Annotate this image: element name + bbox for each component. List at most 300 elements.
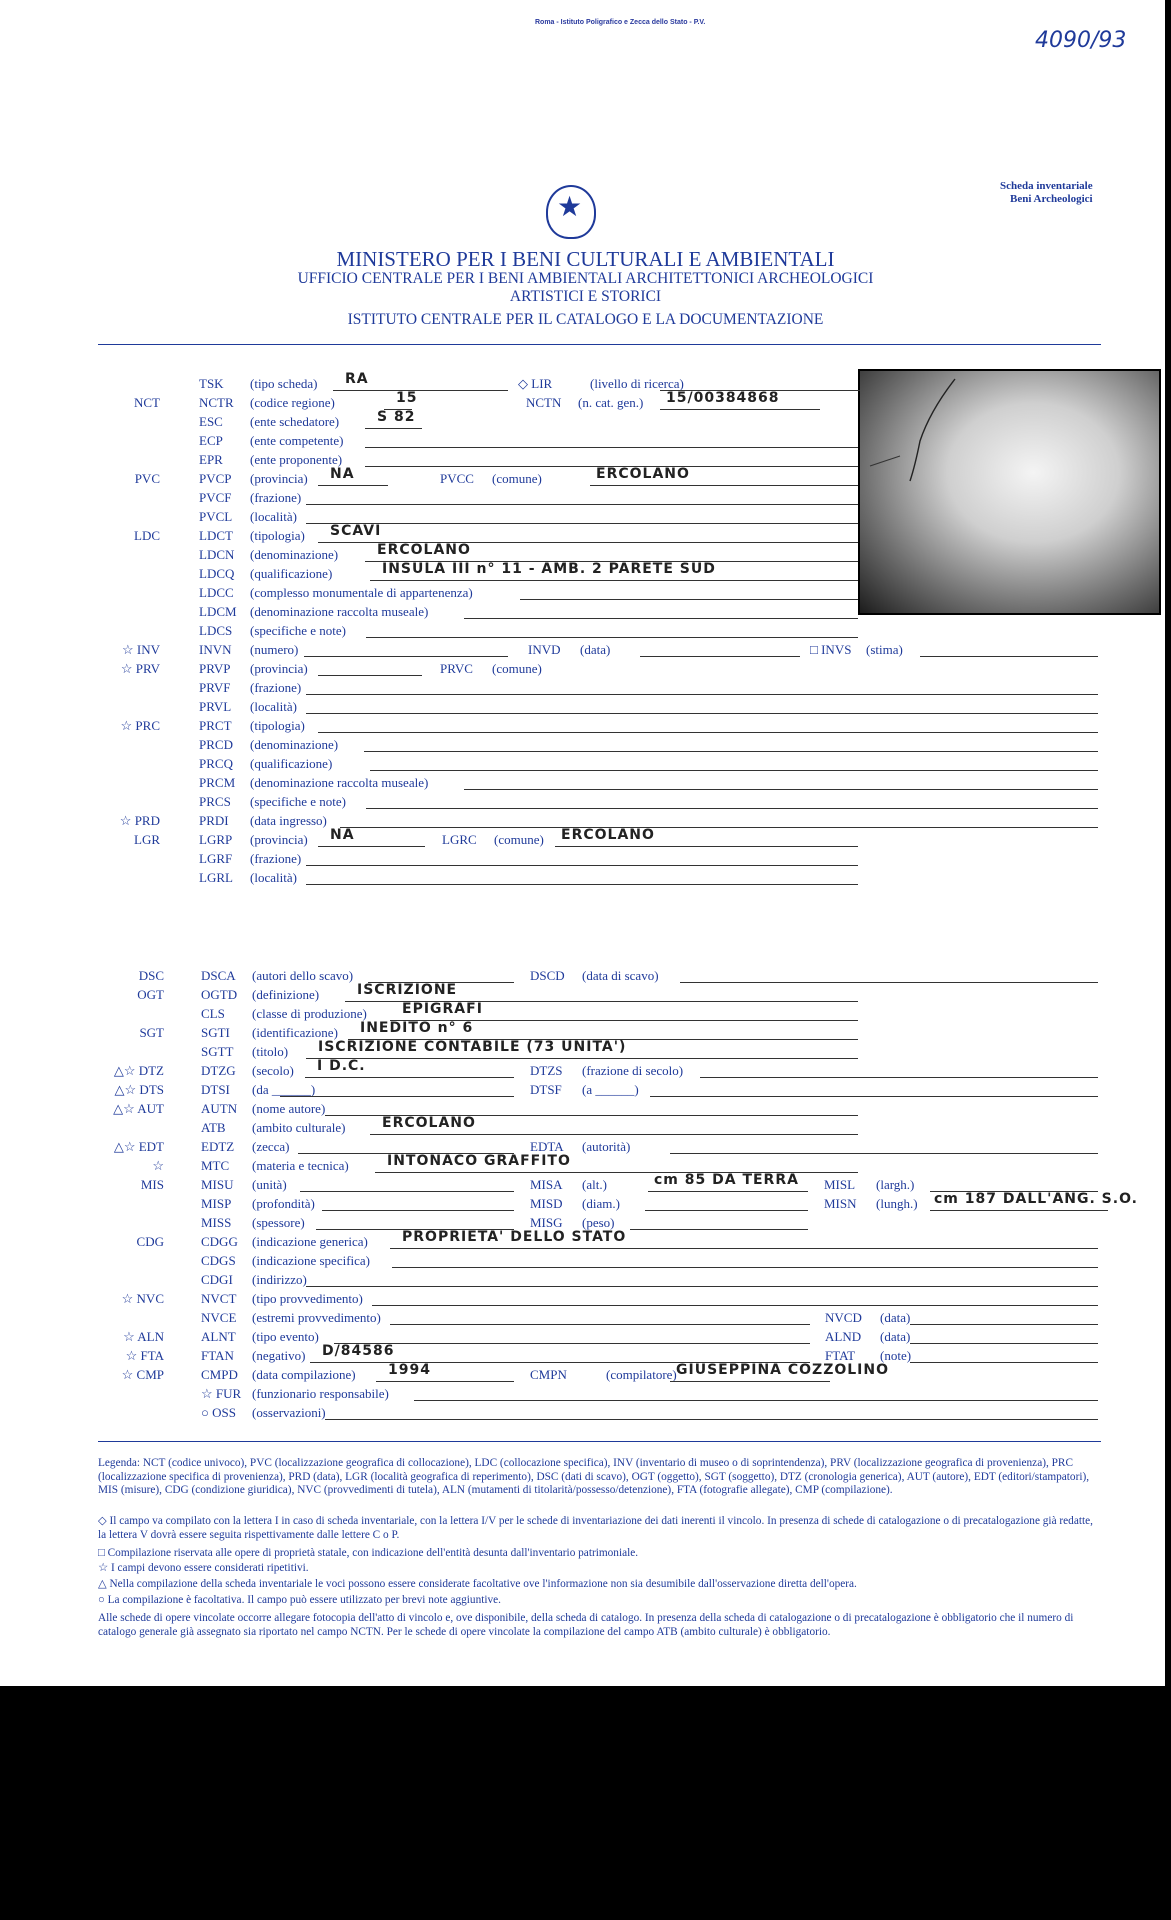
field-code: ○ OSS: [201, 1405, 236, 1420]
field-code-2: MISD: [530, 1196, 563, 1211]
section1-row-prcq: [0, 755, 1171, 773]
field-label: (ente proponente): [250, 452, 343, 467]
field-label: (indirizzo): [252, 1272, 307, 1287]
field-value-line[interactable]: [305, 1077, 514, 1078]
field-code: PVCL: [199, 509, 233, 524]
section2-row-oss: [0, 1404, 1171, 1422]
field-label: (complesso monumentale di appartenenza): [250, 585, 473, 600]
field-code-2: DTZS: [530, 1063, 563, 1078]
field-value-line-2[interactable]: [660, 409, 820, 410]
section1-row-ldct: [0, 523, 1171, 545]
section2-row-dtsi: [0, 1081, 1171, 1099]
section-label: DSC: [138, 968, 164, 983]
field-value-line[interactable]: [322, 1210, 514, 1211]
field-label: (nome autore): [252, 1101, 326, 1116]
field-label: (località): [250, 870, 297, 885]
field-label-2: (data): [880, 1329, 911, 1344]
legend-paragraph: Alle schede di opere vincolate occorre allegare fotocopia dell'atto di vincolo e, ove disponibile, della scheda di catalogo. In presenza della scheda di catalogazione o di precatalogazione è obbligatorio che il numero di catalogo generale già assegnato sia riportato nel campo NCTN. Per le schede di opere vincolate la compilazione del campo ATB (ambito culturale) è obbligatorio.: [98, 1612, 1074, 1638]
field-label-2: (comune): [492, 471, 542, 486]
field-value-line[interactable]: [340, 827, 1098, 828]
field-value-line[interactable]: [370, 770, 1098, 771]
section-label: OGT: [137, 987, 164, 1002]
field-value-line-2[interactable]: [648, 1191, 808, 1192]
field-label: (indicazione specifica): [252, 1253, 371, 1268]
field-label: (numero): [250, 642, 299, 657]
field-value-line[interactable]: [390, 1324, 810, 1325]
field-code: ECP: [199, 433, 223, 448]
field-code: LDCN: [199, 547, 235, 562]
section1-row-prcs: [0, 793, 1171, 811]
field-value[interactable]: 15: [396, 390, 418, 406]
field-label: (negativo): [252, 1348, 306, 1363]
field-value-line-2[interactable]: [680, 982, 1098, 983]
field-code: MISS: [201, 1215, 232, 1230]
field-value-line-2[interactable]: [910, 1324, 1098, 1325]
field-label-2: (comune): [494, 832, 544, 847]
section1-row-nctr: [0, 390, 1171, 412]
field-code-2: INVD: [528, 642, 561, 657]
field-label-2: (data di scavo): [582, 968, 659, 983]
field-label: (frazione): [250, 851, 302, 866]
field-value-line[interactable]: [306, 1058, 858, 1059]
ministry-title: MINISTERO PER I BENI CULTURALI E AMBIENTALI: [336, 247, 835, 271]
field-code: DSCA: [201, 968, 236, 983]
section1-row-lgrl: [0, 869, 1171, 887]
field-value-line[interactable]: [370, 580, 858, 581]
field-value-line[interactable]: [300, 1191, 514, 1192]
field-code: NVCT: [201, 1291, 237, 1306]
field-value[interactable]: INTONACO GRAFFITO: [387, 1153, 571, 1169]
form-type-line1: Scheda inventariale: [1000, 180, 1093, 192]
section-label: △☆ DTZ: [113, 1063, 164, 1078]
field-label: (da ______): [252, 1082, 316, 1097]
field-label: (qualificazione): [250, 566, 333, 581]
field-label: (profondità): [252, 1196, 315, 1211]
field-label-2: (note): [880, 1348, 912, 1363]
field-label-2: (data): [580, 642, 611, 657]
field-label: (zecca): [252, 1139, 290, 1154]
field-label: (ente schedatore): [250, 414, 340, 429]
field-label: (identificazione): [252, 1025, 338, 1040]
field-value-line[interactable]: [306, 1286, 1098, 1287]
section1-row-pvcf: [0, 489, 1171, 507]
field-label: (unità): [252, 1177, 287, 1192]
field-value-line[interactable]: [366, 637, 858, 638]
section-label: ☆ FTA: [125, 1348, 164, 1363]
field-value-line-2[interactable]: [630, 1229, 808, 1230]
field-value[interactable]: ERCOLANO: [382, 1115, 476, 1131]
section-label: △☆ AUT: [113, 1101, 164, 1116]
field-code: MTC: [201, 1158, 230, 1173]
field-code: FTAN: [201, 1348, 234, 1363]
section2-row-fur: [0, 1385, 1171, 1403]
field-label: (denominazione raccolta museale): [250, 604, 429, 619]
field-value-line-2[interactable]: [910, 1362, 1098, 1363]
field-value[interactable]: PROPRIETA' DELLO STATO: [402, 1229, 627, 1245]
section2-row-cdgg: [0, 1229, 1171, 1251]
field-value[interactable]: S 82: [377, 409, 416, 425]
field-value-line[interactable]: [366, 808, 1098, 809]
field-code: CDGS: [201, 1253, 236, 1268]
section2-row-edtz: [0, 1138, 1171, 1156]
field-code: CDGG: [201, 1234, 238, 1249]
scan-border-bottom: [0, 1686, 1171, 1920]
field-code-2: PVCC: [440, 471, 474, 486]
field-label: (osservazioni): [252, 1405, 326, 1420]
field-code-2: PRVC: [440, 661, 473, 676]
section2-row-cdgi: [0, 1271, 1171, 1289]
field-code: PRCT: [199, 718, 232, 733]
field-label: (tipo evento): [252, 1329, 319, 1344]
field-value-line[interactable]: [334, 1343, 810, 1344]
field-label: (classe di produzione): [252, 1006, 367, 1021]
section1-row-tsk: [0, 371, 1171, 393]
field-label: (denominazione raccolta museale): [250, 775, 429, 790]
field-code: PRVL: [199, 699, 232, 714]
section-label: LGR: [134, 832, 160, 847]
field-label: (secolo): [252, 1063, 294, 1078]
field-label: (specifiche e note): [250, 623, 347, 638]
scan-border-right: [1165, 0, 1171, 1920]
section-label: SGT: [139, 1025, 164, 1040]
field-value-2[interactable]: ERCOLANO: [596, 466, 690, 482]
field-code-2: DSCD: [530, 968, 565, 983]
field-code: LDCS: [199, 623, 233, 638]
field-label: (tipo scheda): [250, 376, 318, 391]
field-code-2: ◇ LIR: [518, 376, 553, 391]
field-label-2: (peso): [582, 1215, 615, 1230]
section2-row-ftan: [0, 1343, 1171, 1365]
section-label: CDG: [136, 1234, 164, 1249]
section1-row-lgrp: [0, 827, 1171, 849]
field-code: PRCQ: [199, 756, 233, 771]
field-label: (tipo provvedimento): [252, 1291, 363, 1306]
field-code-2: EDTA: [530, 1139, 564, 1154]
field-value-line[interactable]: [306, 523, 858, 524]
field-value-2[interactable]: GIUSEPPINA COZZOLINO: [676, 1362, 889, 1378]
field-value[interactable]: NA: [330, 466, 355, 482]
section1-row-ldcc: [0, 584, 1171, 602]
field-label-3: (lungh.): [876, 1196, 918, 1211]
legend-paragraph: ☆ I campi devono essere considerati ripetitivi.: [98, 1562, 309, 1574]
section2-row-mtc: [0, 1153, 1171, 1175]
institute-title: ISTITUTO CENTRALE PER IL CATALOGO E LA DOCUMENTAZIONE: [347, 311, 824, 328]
section-label: ☆ PRD: [119, 813, 160, 828]
field-code: OGTD: [201, 987, 238, 1002]
field-label: (tipologia): [250, 718, 305, 733]
field-code-2: ALND: [825, 1329, 862, 1344]
field-value-line-2[interactable]: [700, 1077, 1098, 1078]
section1-row-invn: [0, 641, 1171, 659]
field-value[interactable]: INSULA III n° 11 - AMB. 2 PARETE SUD: [382, 561, 716, 577]
field-label: (funzionario responsabile): [252, 1386, 389, 1401]
field-code: LGRP: [199, 832, 233, 847]
section2-row-atb: [0, 1115, 1171, 1137]
field-code: PVCP: [199, 471, 232, 486]
field-label: (località): [250, 509, 297, 524]
field-code: ☆ FUR: [201, 1386, 242, 1401]
header-divider: [98, 344, 1101, 345]
field-code-2: LGRC: [442, 832, 477, 847]
field-code: CMPD: [201, 1367, 238, 1382]
field-value-3[interactable]: cm 187 DALL'ANG. S.O.: [934, 1191, 1138, 1207]
field-code: SGTI: [201, 1025, 230, 1040]
field-label-2: (data): [880, 1310, 911, 1325]
field-value[interactable]: EPIGRAFI: [402, 1001, 483, 1017]
field-code: LDCQ: [199, 566, 235, 581]
field-value-2[interactable]: 15/00384868: [666, 390, 780, 406]
field-code: ATB: [201, 1120, 226, 1135]
field-label: (materia e tecnica): [252, 1158, 349, 1173]
field-value-line-2[interactable]: [645, 1210, 808, 1211]
field-label: (data compilazione): [252, 1367, 356, 1382]
section-label: PVC: [134, 471, 160, 486]
field-label-2: (a ______): [582, 1082, 639, 1097]
section2-row-nvce: [0, 1309, 1171, 1327]
field-label-2: (frazione di secolo): [582, 1063, 684, 1078]
field-value[interactable]: D/84586: [322, 1343, 395, 1359]
field-label: (autori dello scavo): [252, 968, 354, 983]
field-label: (spessore): [252, 1215, 305, 1230]
section1-row-pvcl: [0, 508, 1171, 526]
field-label: (denominazione): [250, 737, 339, 752]
field-label-2: (autorità): [582, 1139, 631, 1154]
field-code-2: MISG: [530, 1215, 563, 1230]
field-code: ESC: [199, 414, 223, 429]
field-label: (ente competente): [250, 433, 344, 448]
legend-divider: [98, 1441, 1101, 1442]
field-code: MISP: [201, 1196, 232, 1211]
field-label: (denominazione): [250, 547, 339, 562]
legend-paragraph: ◇ Il campo va compilato con la lettera I in caso di scheda inventariale, con la lettera I/V per le schede di inventariazione dei dati inerenti il vincolo. In presenza di schede di catalogazione o di precatalogazione già redatte, la lettera V dovrà essere seguita rispettivamente dalle lettere C o P.: [98, 1515, 1093, 1541]
section2-row-cmpd: [0, 1362, 1171, 1384]
field-code-3: □ INVS: [810, 642, 852, 657]
field-code-3: MISN: [824, 1196, 857, 1211]
section-label: LDC: [134, 528, 160, 543]
field-value[interactable]: INEDITO n° 6: [360, 1020, 474, 1036]
section1-row-pvcp: [0, 466, 1171, 488]
field-value-2[interactable]: ERCOLANO: [561, 827, 655, 843]
field-code: CLS: [201, 1006, 225, 1021]
legend-paragraph: □ Compilazione riservata alle opere di proprietà statale, con indicazione dell'entità desunta dall'inventario patrimoniale.: [98, 1547, 639, 1559]
section1-row-prcd: [0, 736, 1171, 754]
field-code: EPR: [199, 452, 223, 467]
field-value-line[interactable]: [306, 865, 858, 866]
section2-row-cdgs: [0, 1252, 1171, 1270]
field-label: (frazione): [250, 490, 302, 505]
section2-row-misp: [0, 1191, 1171, 1213]
field-value-2[interactable]: cm 85 DA TERRA: [654, 1172, 799, 1188]
field-value-line[interactable]: [306, 884, 858, 885]
field-value-line-3[interactable]: [920, 656, 1098, 657]
field-code-2: DTSF: [530, 1082, 562, 1097]
field-code: ALNT: [201, 1329, 236, 1344]
field-value[interactable]: ISCRIZIONE: [357, 982, 458, 998]
field-code: AUTN: [201, 1101, 238, 1116]
field-value-line-2[interactable]: [670, 1153, 1098, 1154]
section1-row-ldcm: [0, 603, 1171, 621]
field-label-2: (n. cat. gen.): [578, 395, 644, 410]
field-label: (ambito culturale): [252, 1120, 346, 1135]
field-code-3: MISL: [824, 1177, 856, 1192]
section1-row-ldcs: [0, 622, 1171, 640]
field-label: (definizione): [252, 987, 320, 1002]
field-value-line[interactable]: [370, 1134, 858, 1135]
legend-paragraph: ○ La compilazione è facoltativa. Il campo può essere utilizzato per brevi note aggiuntive.: [98, 1594, 501, 1606]
field-code: LDCC: [199, 585, 234, 600]
field-label: (frazione): [250, 680, 302, 695]
field-code: PRCM: [199, 775, 236, 790]
field-value-line[interactable]: [306, 694, 1098, 695]
field-code-2: MISA: [530, 1177, 563, 1192]
field-value-line[interactable]: [364, 751, 1098, 752]
field-value[interactable]: ISCRIZIONE CONTABILE (73 UNITA'): [318, 1039, 627, 1055]
field-code-2: NVCD: [825, 1310, 862, 1325]
field-value-line[interactable]: [372, 1305, 1098, 1306]
office-title-line1: UFFICIO CENTRALE PER I BENI AMBIENTALI ARCHITETTONICI ARCHEOLOGICI: [297, 270, 874, 287]
field-label-2: (diam.): [582, 1196, 620, 1211]
field-code: LDCM: [199, 604, 237, 619]
field-label: (codice regione): [250, 395, 335, 410]
section1-row-prvp: [0, 660, 1171, 678]
section1-row-ldcq: [0, 561, 1171, 583]
office-title-line2: ARTISTICI E STORICI: [509, 288, 662, 305]
field-label-3: (largh.): [876, 1177, 915, 1192]
field-value-line[interactable]: [365, 428, 422, 429]
field-label: (titolo): [252, 1044, 289, 1059]
field-value-line-2[interactable]: [670, 1381, 830, 1382]
section1-row-esc: [0, 409, 1171, 431]
field-code: MISU: [201, 1177, 234, 1192]
form-type-tag: [1000, 180, 1093, 206]
field-code: DTZG: [201, 1063, 236, 1078]
field-label-2: (livello di ricerca): [590, 376, 684, 391]
field-label-2: (compilatore): [606, 1367, 677, 1382]
printer-line: Roma - Istituto Poligrafico e Zecca dello Stato - P.V.: [535, 19, 706, 26]
field-code-2: CMPN: [530, 1367, 567, 1382]
section1-row-epr: [0, 451, 1171, 469]
section2-row-ogtd: [0, 982, 1171, 1004]
section2-row-nvct: [0, 1290, 1171, 1308]
field-code-2: NCTN: [526, 395, 562, 410]
field-value-line-2[interactable]: [910, 1343, 1098, 1344]
field-label: (provincia): [250, 661, 308, 676]
field-value-line[interactable]: [280, 1096, 514, 1097]
section-label: ☆: [152, 1158, 164, 1173]
section-label: ☆ PRV: [120, 661, 160, 676]
field-code-2: FTAT: [825, 1348, 856, 1363]
field-value[interactable]: 1994: [388, 1362, 431, 1378]
field-label: (provincia): [250, 832, 308, 847]
field-value-line[interactable]: [414, 1400, 1098, 1401]
section1-row-prvf: [0, 679, 1171, 697]
legend-paragraph: △ Nella compilazione della scheda inventariale le voci possono essere considerate facoltative ove l'informazione non sia desumibile dall'osservazione diretta dell'opera.: [98, 1578, 857, 1590]
field-value-line[interactable]: [318, 675, 422, 676]
field-value-line[interactable]: [464, 618, 858, 619]
field-code: NCTR: [199, 395, 234, 410]
field-value-line[interactable]: [318, 846, 425, 847]
section-label: ☆ ALN: [123, 1329, 164, 1344]
field-value-line[interactable]: [520, 599, 858, 600]
field-value[interactable]: I D.C.: [317, 1058, 366, 1074]
section-label: NCT: [134, 395, 160, 410]
field-code: PRDI: [199, 813, 229, 828]
field-value-line[interactable]: [376, 1381, 514, 1382]
field-value-line-3[interactable]: [930, 1210, 1108, 1211]
field-code: CDGI: [201, 1272, 233, 1287]
section2-row-cls: [0, 1001, 1171, 1023]
republic-emblem-icon: ★: [546, 185, 596, 239]
field-value-line[interactable]: [325, 1419, 1098, 1420]
section-label: ☆ NVC: [121, 1291, 164, 1306]
section-label: ☆ CMP: [121, 1367, 164, 1382]
field-value-line[interactable]: [392, 1267, 1098, 1268]
field-code: PRVF: [199, 680, 231, 695]
field-code: LGRF: [199, 851, 233, 866]
field-value-line[interactable]: [390, 1248, 1098, 1249]
section1-row-lgrf: [0, 850, 1171, 868]
field-value-line[interactable]: [304, 656, 508, 657]
section2-row-alnt: [0, 1328, 1171, 1346]
field-code: NVCE: [201, 1310, 237, 1325]
field-code: TSK: [199, 376, 224, 391]
field-value-line[interactable]: [333, 390, 508, 391]
field-value-line[interactable]: [464, 789, 1098, 790]
field-code: PRCS: [199, 794, 231, 809]
field-code: EDTZ: [201, 1139, 235, 1154]
field-value[interactable]: NA: [330, 827, 355, 843]
field-label: (data ingresso): [250, 813, 327, 828]
field-value-line[interactable]: [318, 732, 1098, 733]
field-label: (specifiche e note): [250, 794, 347, 809]
field-label: (provincia): [250, 471, 308, 486]
field-value-line-2[interactable]: [590, 485, 858, 486]
section-label: MIS: [140, 1177, 164, 1192]
field-code: LGRL: [199, 870, 233, 885]
field-value-line-2[interactable]: [555, 846, 858, 847]
section2-row-dsca: [0, 967, 1171, 985]
section-label: △☆ DTS: [114, 1082, 164, 1097]
field-code: PRCD: [199, 737, 233, 752]
field-value-line-2[interactable]: [650, 1096, 1098, 1097]
field-code: PVCF: [199, 490, 232, 505]
field-label: (estremi provvedimento): [252, 1310, 381, 1325]
field-code: PRVP: [199, 661, 231, 676]
field-value[interactable]: ERCOLANO: [377, 542, 471, 558]
field-label-3: (stima): [866, 642, 903, 657]
legend-paragraph: Legenda: NCT (codice univoco), PVC (localizzazione geografica di collocazione), LDC (collocazione specifica), INV (inventario di museo o di soprintendenza), PRV (localizzazione geografica di provenienza), PRC (localizzazione specifica di provenienza), PRD (data), LGR (località geografica di reperimento), DSC (dati di scavo), OGT (oggetto), SGT (soggetto), DTZ (cronologia generica), AUT (autore), EDT (editori/stampatori), MIS (misure), CDG (condizione giuridica), NVC (provvedimenti di tutela), ALN (mutamenti di titolarità/possesso/detenzione), FTA (fotografie allegate), CMP (compilazione).: [98, 1457, 1090, 1497]
field-value[interactable]: RA: [345, 371, 369, 387]
section1-row-ecp: [0, 432, 1171, 450]
field-code: LDCT: [199, 528, 233, 543]
field-label-2: (alt.): [582, 1177, 607, 1192]
field-label: (tipologia): [250, 528, 305, 543]
field-value-line-2[interactable]: [640, 656, 800, 657]
section1-row-prcm: [0, 774, 1171, 792]
field-code: SGTT: [201, 1044, 234, 1059]
form-type-line2: Beni Archeologici: [1009, 193, 1093, 205]
field-value[interactable]: SCAVI: [330, 523, 382, 539]
section2-row-autn: [0, 1100, 1171, 1118]
field-label-2: (comune): [492, 661, 542, 676]
field-value-line[interactable]: [365, 447, 858, 448]
field-value-line[interactable]: [318, 485, 388, 486]
field-value-line[interactable]: [306, 713, 1098, 714]
field-label: (indicazione generica): [252, 1234, 368, 1249]
field-value-line[interactable]: [306, 504, 858, 505]
field-label: (qualificazione): [250, 756, 333, 771]
field-code: INVN: [199, 642, 232, 657]
